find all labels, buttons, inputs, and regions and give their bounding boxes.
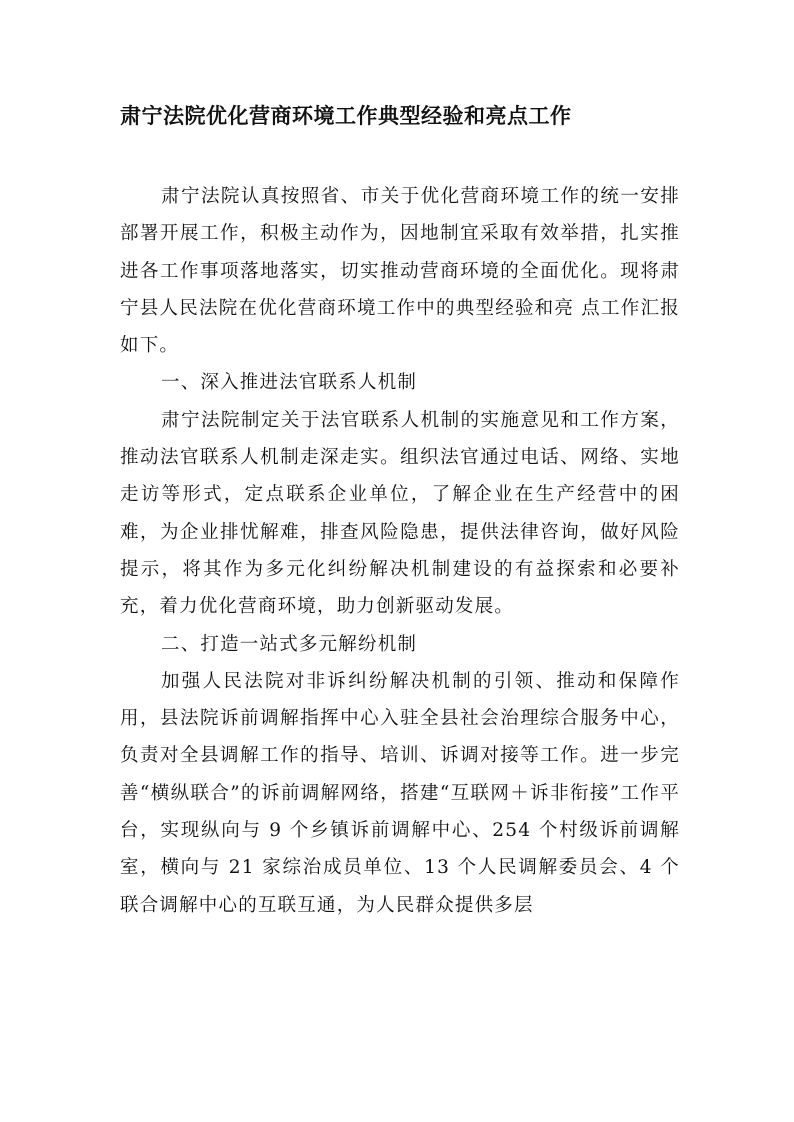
section-heading-2: 二、打造一站式多元解纷机制 <box>161 633 418 655</box>
intro-paragraph: 肃宁法院认真按照省、市关于优化营商环境工作的统一安排部署开展工作，积极主动作为，因地制宜采取有效举措，扎实推进各工作事项落地落实，切实推动营商环境的全面优化。现将肃宁县人民法院在优化营商环境工作中的典型经验和亮 点工作汇报如下。 <box>120 186 680 357</box>
document-title: 肃宁法院优化营商环境工作典型经验和亮点工作 <box>120 104 572 128</box>
section-paragraph-2: 加强人民法院对非诉纠纷解决机制的引领、推动和保障作用，县法院诉前调解指挥中心入驻全县社会治理综合服务中心，负责对全县调解工作的指导、培训、诉调对接等工作。进一步完善“横纵联合”的诉前调解网络，搭建“互联网＋诉非衔接”工作平台，实现纵向与 9 个乡镇诉前调解中心、254 个村级诉前调解室，横向与 21 家综治成员单位、13 个人民调解委员会、4 个联合调解中心的互联互通，为人民群众提供多层 <box>120 670 680 916</box>
document-body <box>120 178 680 924</box>
section-heading-1: 一、深入推进法官联系人机制 <box>161 372 418 394</box>
section-paragraph-1: 肃宁法院制定关于法官联系人机制的实施意见和工作方案，推动法官联系人机制走深走实。组织法官通过电话、网络、实地走访等形式，定点联系企业单位，了解企业在生产经营中的困难，为企业排忧解难，排查风险隐患，提供法律咨询，做好风险提示，将其作为多元化纠纷解决机制建设的有益探索和必要补充，着力优化营商环境，助力创新驱动发展。 <box>120 409 680 618</box>
